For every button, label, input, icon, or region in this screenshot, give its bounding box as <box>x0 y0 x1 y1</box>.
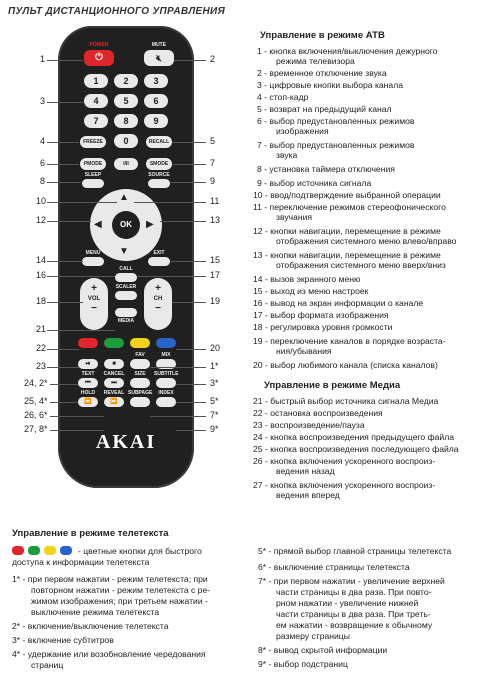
teletext-heading: Управление в режиме телетекста <box>12 528 169 539</box>
power-icon: ⏻ <box>95 52 103 63</box>
teletext-item: ем нажатии - возвращение к обычному <box>276 620 433 630</box>
yellow-dot <box>44 546 56 555</box>
teletext-item: 4* - удержание или возобновление чередования <box>12 649 206 659</box>
callout-22: 22 <box>36 343 47 353</box>
teletext-item: размеру страницы <box>276 631 350 641</box>
power-button <box>84 50 114 66</box>
atv-item: 4 - стоп-кадр <box>257 92 309 102</box>
callout-17: 17 <box>210 270 221 280</box>
callout-5: 5 <box>210 136 216 146</box>
pmode-button: PMODE <box>80 158 106 170</box>
callout-1-star: 1* <box>210 361 219 371</box>
digit-5-button: 5 <box>114 94 138 108</box>
leader-line <box>50 384 78 385</box>
leader-line <box>47 261 83 262</box>
leader-line <box>47 60 83 61</box>
exit-label: EXIT <box>153 250 165 256</box>
page-title: ПУЛЬТ ДИСТАНЦИОННОГО УПРАВЛЕНИЯ <box>8 6 226 17</box>
digit-3-button: 3 <box>144 74 168 88</box>
mute-icon: 🔇︎ <box>156 53 162 63</box>
callout-7: 7 <box>210 158 216 168</box>
menu-label: MENU <box>85 250 101 256</box>
atv-item: 14 - вызов экранного меню <box>253 274 361 284</box>
leader-line <box>47 330 115 331</box>
leader-line <box>172 142 206 143</box>
arrow-right-icon: ▶ <box>146 219 154 230</box>
atv-item: 11 - переключение режимов стереофонического <box>253 202 446 212</box>
teletext-color-desc: - цветные кнопки для быстрого <box>78 546 202 556</box>
leader-line <box>47 302 83 303</box>
callout-10: 10 <box>36 196 47 206</box>
atv-heading: Управление в режиме АТВ <box>260 30 385 41</box>
callout-11: 11 <box>210 196 220 206</box>
leader-line <box>47 142 79 143</box>
teletext-item: рном нажатии - увеличение нижней <box>276 598 419 608</box>
media-item: 26 - кнопка включения ускоренного воспроиз- <box>253 456 436 466</box>
size-label: SIZE <box>134 371 146 377</box>
brand-logo: AKAI <box>95 431 157 453</box>
blue-dot <box>60 546 72 555</box>
digit-6-button: 6 <box>144 94 168 108</box>
callout-23: 23 <box>36 361 47 371</box>
digit-0-button: 0 <box>114 134 138 148</box>
atv-item: 12 - кнопки навигации, перемещение в режиме <box>253 226 441 236</box>
ch-label: CH <box>153 296 163 302</box>
mute-label: MUTE <box>151 42 167 48</box>
next-icon: ⏭ <box>111 380 117 386</box>
atv-item: 7 - выбор предустановленных режимов <box>257 140 415 150</box>
callout-21: 21 <box>36 324 47 334</box>
subpage-button <box>130 397 150 407</box>
teletext-item: 7* - при первом нажатии - увеличение верхней <box>258 576 445 586</box>
call-label: CALL <box>119 266 133 272</box>
subtitle-button <box>156 378 176 388</box>
teletext-item: страниц <box>31 660 64 670</box>
leader-line <box>47 202 117 203</box>
leader-line <box>50 416 104 417</box>
red-button <box>78 338 98 348</box>
blue-button <box>156 338 176 348</box>
media-item: 27 - кнопка включения ускоренного воспроиз- <box>253 480 436 490</box>
callout-4: 4 <box>40 136 46 146</box>
play-pause-button <box>78 359 98 369</box>
media-item: 24 - кнопка воспроизведения предыдущего файла <box>253 432 455 442</box>
digit-1-button: 1 <box>84 74 108 88</box>
previous-icon: ⏮ <box>85 380 91 386</box>
leader-line <box>50 430 104 431</box>
next-button <box>104 378 124 388</box>
teletext-item: повторном нажатии - режим телетекста с ре- <box>31 585 211 595</box>
callout-18: 18 <box>36 296 47 306</box>
leader-line <box>172 164 206 165</box>
sleep-label: SLEEP <box>84 172 102 178</box>
arrow-down-icon: ▼ <box>119 246 129 257</box>
callout-9-star: 9* <box>210 424 219 434</box>
exit-button <box>148 257 170 266</box>
callout-13: 13 <box>210 215 221 225</box>
atv-item: 5 - возврат на предыдущий канал <box>257 104 392 114</box>
atv-item: изображения <box>276 126 329 136</box>
teletext-color-desc: доступа к информации телетекста <box>12 557 150 567</box>
teletext-item: 9* - выбор подстраниц <box>258 659 348 669</box>
sleep-button <box>82 179 104 188</box>
call-button <box>115 273 137 282</box>
atv-item: 10 - ввод/подтверждение выбранной операции <box>253 190 441 200</box>
source-button <box>148 179 170 188</box>
volume-rocker: + VOL − <box>80 278 108 330</box>
leader-line <box>47 102 83 103</box>
leader-line <box>176 402 206 403</box>
atv-item: 6 - выбор предустановленных режимов <box>257 116 415 126</box>
teletext-item: жимом изображения; при третьем нажатии - <box>31 596 208 606</box>
hold-label: HOLD <box>80 390 96 396</box>
atv-item: ния/убывания <box>276 346 332 356</box>
callout-24: 24, 2* <box>24 378 48 388</box>
channel-rocker: + CH − <box>144 278 172 330</box>
teletext-item: 3* - включение субтитров <box>12 635 114 645</box>
callout-6: 6 <box>40 158 46 168</box>
leader-line <box>50 402 78 403</box>
previous-button <box>78 378 98 388</box>
atv-item: 18 - регулировка уровня громкости <box>253 322 393 332</box>
leader-line <box>47 182 81 183</box>
green-dot <box>28 546 40 555</box>
mix-label: MIX <box>161 352 171 358</box>
media-button <box>115 308 137 317</box>
red-dot <box>12 546 24 555</box>
teletext-item: части страницы в два раза. При повто- <box>276 587 432 597</box>
digit-9-button: 9 <box>144 114 168 128</box>
stop-icon: ■ <box>112 361 116 367</box>
scaler-label: SCALER <box>115 284 137 290</box>
callout-3: 3 <box>40 96 46 106</box>
callout-8: 8 <box>40 176 46 186</box>
atv-item: 2 - временное отключение звука <box>257 68 387 78</box>
media-label: MEDIA <box>117 318 135 324</box>
atv-item: 13 - кнопки навигации, перемещение в режиме <box>253 250 441 260</box>
vol-label: VOL <box>87 296 101 302</box>
atv-item: 8 - установка таймера отключения <box>257 164 395 174</box>
leader-line <box>47 349 79 350</box>
i-ii-button: I/II <box>114 158 138 170</box>
atv-item: звучания <box>276 212 313 222</box>
leader-line <box>170 261 206 262</box>
teletext-item: выключение режима телетекста <box>31 607 160 617</box>
media-item: ведения назад <box>276 466 335 476</box>
callout-2: 2 <box>210 54 216 64</box>
atv-item: отображения системного меню влево/вправо <box>276 236 457 246</box>
freeze-button: FREEZE <box>80 136 106 148</box>
arrow-up-icon: ▲ <box>119 192 129 203</box>
callout-9: 9 <box>210 176 216 186</box>
digit-2-button: 2 <box>114 74 138 88</box>
callout-1: 1 <box>40 54 46 64</box>
teletext-item: 1* - при первом нажатии - режим телетекста; при <box>12 574 208 584</box>
cancel-label: CANCEL <box>103 371 125 377</box>
teletext-item: 8* - вывод скрытой информации <box>258 645 388 655</box>
digit-8-button: 8 <box>114 114 138 128</box>
callout-20: 20 <box>210 343 221 353</box>
callout-26: 26, 6* <box>24 410 48 420</box>
leader-line <box>47 164 79 165</box>
atv-item: 3 - цифровые кнопки выбора канала <box>257 80 404 90</box>
leader-line <box>176 349 206 350</box>
fast-forward-button <box>104 397 124 407</box>
text-label: TEXT <box>81 371 95 377</box>
play-pause-icon: ⏯ <box>85 361 91 367</box>
scaler-button <box>115 291 137 300</box>
leader-line <box>170 182 206 183</box>
atv-item: 19 - переключение каналов в порядке возраста- <box>253 336 446 346</box>
leader-line <box>172 302 206 303</box>
leader-line <box>134 202 206 203</box>
media-item: 22 - остановка воспроизведения <box>253 408 383 418</box>
mute-button <box>144 50 174 66</box>
remote-control <box>58 26 194 488</box>
atv-item: 15 - выход из меню настроек <box>253 286 369 296</box>
callout-25: 25, 4* <box>24 396 48 406</box>
teletext-item: части страницы в два раза. При треть- <box>276 609 431 619</box>
stop-button <box>104 359 124 369</box>
recall-button: RECALL <box>146 136 172 148</box>
callout-27: 27, 8* <box>24 424 48 434</box>
index-label: INDEX <box>158 390 174 396</box>
callout-12: 12 <box>36 215 47 225</box>
media-heading: Управление в режиме Медиа <box>264 380 401 391</box>
callout-7-star: 7* <box>210 410 219 420</box>
reveal-label: REVEAL <box>103 390 125 396</box>
digit-4-button: 4 <box>84 94 108 108</box>
power-label: POWER <box>89 42 109 48</box>
rewind-button <box>78 397 98 407</box>
leader-line <box>150 416 206 417</box>
callout-14: 14 <box>36 255 47 265</box>
atv-item: 1 - кнопка включения/выключения дежурного <box>257 46 438 56</box>
atv-item: 17 - выбор формата изображения <box>253 310 389 320</box>
size-button <box>130 378 150 388</box>
ok-button: OK <box>112 211 140 239</box>
leader-line <box>47 367 79 368</box>
callout-16: 16 <box>36 270 47 280</box>
index-button <box>156 397 176 407</box>
rewind-icon: ⏪ <box>84 399 92 405</box>
fav-label: FAV <box>135 352 145 358</box>
atv-item: 20 - выбор любимого канала (списка каналов) <box>253 360 438 370</box>
green-button <box>104 338 124 348</box>
callout-19: 19 <box>210 296 221 306</box>
atv-item: 9 - выбор источника сигнала <box>257 178 372 188</box>
leader-line <box>160 221 206 222</box>
teletext-item: 6* - выключение страницы телетекста <box>258 562 410 572</box>
yellow-button <box>130 338 150 348</box>
menu-button <box>82 257 104 266</box>
leader-line <box>47 221 91 222</box>
fav-button <box>130 359 150 369</box>
leader-line <box>47 276 115 277</box>
leader-line <box>174 60 206 61</box>
teletext-item: 2* - включение/выключение телетекста <box>12 621 169 631</box>
callout-5-star: 5* <box>210 396 219 406</box>
leader-line <box>138 276 206 277</box>
arrow-left-icon: ◀ <box>94 219 102 230</box>
source-label: SOURCE <box>148 172 170 178</box>
media-item: 21 - быстрый выбор источника сигнала Медиа <box>253 396 439 406</box>
leader-line <box>150 367 206 368</box>
smode-button: SMODE <box>146 158 172 170</box>
leader-line <box>176 384 206 385</box>
subpage-label: SUBPAGE <box>128 390 153 396</box>
digit-7-button: 7 <box>84 114 108 128</box>
callout-3-star: 3* <box>210 378 219 388</box>
fast-forward-icon: ⏩ <box>110 399 118 405</box>
leader-line <box>176 430 206 431</box>
atv-item: 16 - вывод на экран информации о канале <box>253 298 424 308</box>
media-item: 25 - кнопка воспроизведения последующего файла <box>253 444 459 454</box>
media-item: 23 - воспроизведение/пауза <box>253 420 365 430</box>
subtitle-label: SUBTITLE <box>154 371 179 377</box>
teletext-item: 5* - прямой выбор главной страницы телетекста <box>258 546 452 556</box>
media-item: ведения вперед <box>276 490 340 500</box>
atv-item: отображения системного меню вверх/вниз <box>276 260 446 270</box>
atv-item: режима телевизора <box>276 56 355 66</box>
atv-item: звука <box>276 150 298 160</box>
callout-15: 15 <box>210 255 221 265</box>
